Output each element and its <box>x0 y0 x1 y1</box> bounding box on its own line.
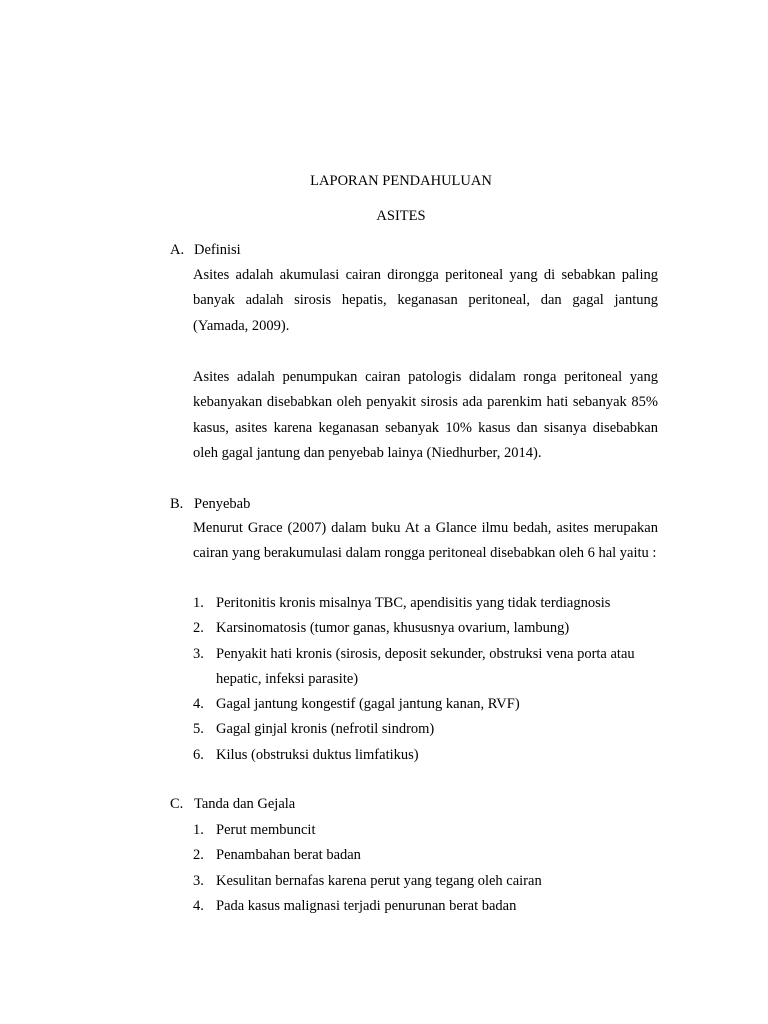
list-item-number: 2. <box>193 620 204 637</box>
section-b-heading <box>170 496 250 513</box>
list-item <box>193 591 663 616</box>
list-item <box>193 616 663 641</box>
list-item-number: 6. <box>193 746 204 763</box>
list-item <box>193 743 663 768</box>
section-a-letter: A. <box>170 242 185 258</box>
document-subtitle: ASITES <box>376 208 426 224</box>
list-item-text: Karsinomatosis (tumor ganas, khususnya ovarium, lambung) <box>216 620 570 637</box>
list-item-number: 3. <box>193 872 204 889</box>
list-item <box>193 818 663 843</box>
list-item <box>193 692 663 717</box>
section-b-list <box>193 591 663 768</box>
list-item-text: Penyakit hati kronis (sirosis, deposit sekunder, obstruksi vena porta atau hepatic, infeksi parasite) <box>216 645 635 687</box>
list-item-number: 4. <box>193 696 204 713</box>
list-item <box>193 717 663 742</box>
section-c-title: Tanda dan Gejala <box>194 796 296 812</box>
list-item-text: Kilus (obstruksi duktus limfatikus) <box>216 746 419 763</box>
list-item-number: 3. <box>193 645 204 662</box>
list-item <box>193 869 663 894</box>
section-c-heading <box>170 796 295 813</box>
section-b-title: Penyebab <box>194 496 251 512</box>
document-title: LAPORAN PENDAHULUAN <box>310 173 492 189</box>
section-a-title: Definisi <box>194 242 241 258</box>
section-a-paragraph-2: Asites adalah penumpukan cairan patologis didalam ronga peritoneal yang kebanyakan disebabkan oleh penyakit sirosis ada parenkim hati sebanyak 85% kasus, asites karena keganasan sebanyak 10% kasus dan sisanya disebabkan oleh gagal jantung dan penyebab lainya (Niedhurber, 2014). <box>193 369 658 461</box>
list-item <box>193 843 663 868</box>
list-item-text: Penambahan berat badan <box>216 847 361 864</box>
section-b-intro: Menurut Grace (2007) dalam buku At a Glance ilmu bedah, asites merupakan cairan yang berakumulasi dalam rongga peritoneal disebabkan oleh 6 hal yaitu : <box>193 520 658 562</box>
list-item-text: Pada kasus malignasi terjadi penurunan berat badan <box>216 897 517 914</box>
list-item-number: 2. <box>193 847 204 864</box>
list-item-number: 1. <box>193 822 204 838</box>
list-item-text: Gagal ginjal kronis (nefrotil sindrom) <box>216 721 435 738</box>
list-item <box>193 894 663 919</box>
section-a-heading <box>170 242 241 259</box>
list-item-number: 4. <box>193 897 204 914</box>
section-a-paragraph-1: Asites adalah akumulasi cairan dirongga peritoneal yang di sebabkan paling banyak adalah sirosis hepatis, keganasan peritoneal, dan gagal jantung (Yamada, 2009). <box>193 267 658 334</box>
list-item-number: 1. <box>193 595 204 611</box>
section-c-list <box>193 818 663 919</box>
list-item <box>193 642 663 693</box>
list-item-text: Perut membuncit <box>216 822 316 838</box>
list-item-text: Peritonitis kronis misalnya TBC, apendisitis yang tidak terdiagnosis <box>216 595 611 611</box>
section-b-letter: B. <box>170 496 184 512</box>
list-item-text: Gagal jantung kongestif (gagal jantung kanan, RVF) <box>216 696 520 713</box>
list-item-text: Kesulitan bernafas karena perut yang tegang oleh cairan <box>216 872 542 889</box>
list-item-number: 5. <box>193 721 204 738</box>
section-c-letter: C. <box>170 796 184 812</box>
